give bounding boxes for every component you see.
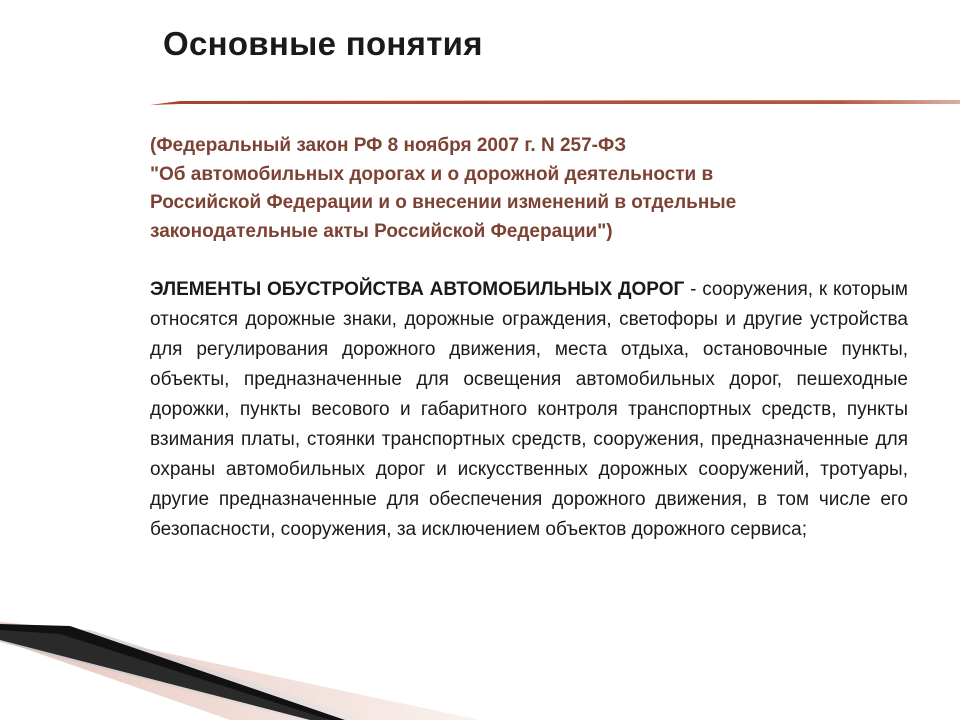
- law-reference-line: Российской Федерации и о внесении изменений в отдельные: [150, 192, 737, 213]
- law-reference-line: (Федеральный закон РФ 8 ноября 2007 г. N 257-ФЗ: [150, 135, 627, 156]
- definition-term: ЭЛЕМЕНТЫ ОБУСТРОЙСТВА АВТОМОБИЛЬНЫХ ДОРОГ: [150, 279, 685, 300]
- law-reference-line: законодательные акты Российской Федерации"): [150, 220, 613, 242]
- law-reference: [150, 132, 890, 246]
- slide-title: Основные понятия: [163, 25, 483, 62]
- definition-text: - сооружения, к которым относятся дорожные знаки, дорожные ограждения, светофоры и другие устройства для регулирования дорожного движения, места отдыха, остановочные пункты, объекты, предназначенные для освещения автомобильных дорог, пешеходные дорожки, пункты весового и габаритного контроля транспортных средств, пункты взимания платы, стоянки транспортных средств, сооружения, предназначенные для охраны автомобильных дорог и искусственных дорожных сооружений, тротуары, другие предназначенные для обеспечения дорожного движения, в том числе его безопасности, сооружения, за исключением объектов дорожного сервиса;: [150, 279, 908, 540]
- law-reference-line: "Об автомобильных дорогах и о дорожной деятельности в: [150, 163, 714, 185]
- bottom-swoosh-decoration: [0, 600, 960, 720]
- definition-paragraph: [150, 275, 908, 545]
- title-underline: [150, 98, 960, 108]
